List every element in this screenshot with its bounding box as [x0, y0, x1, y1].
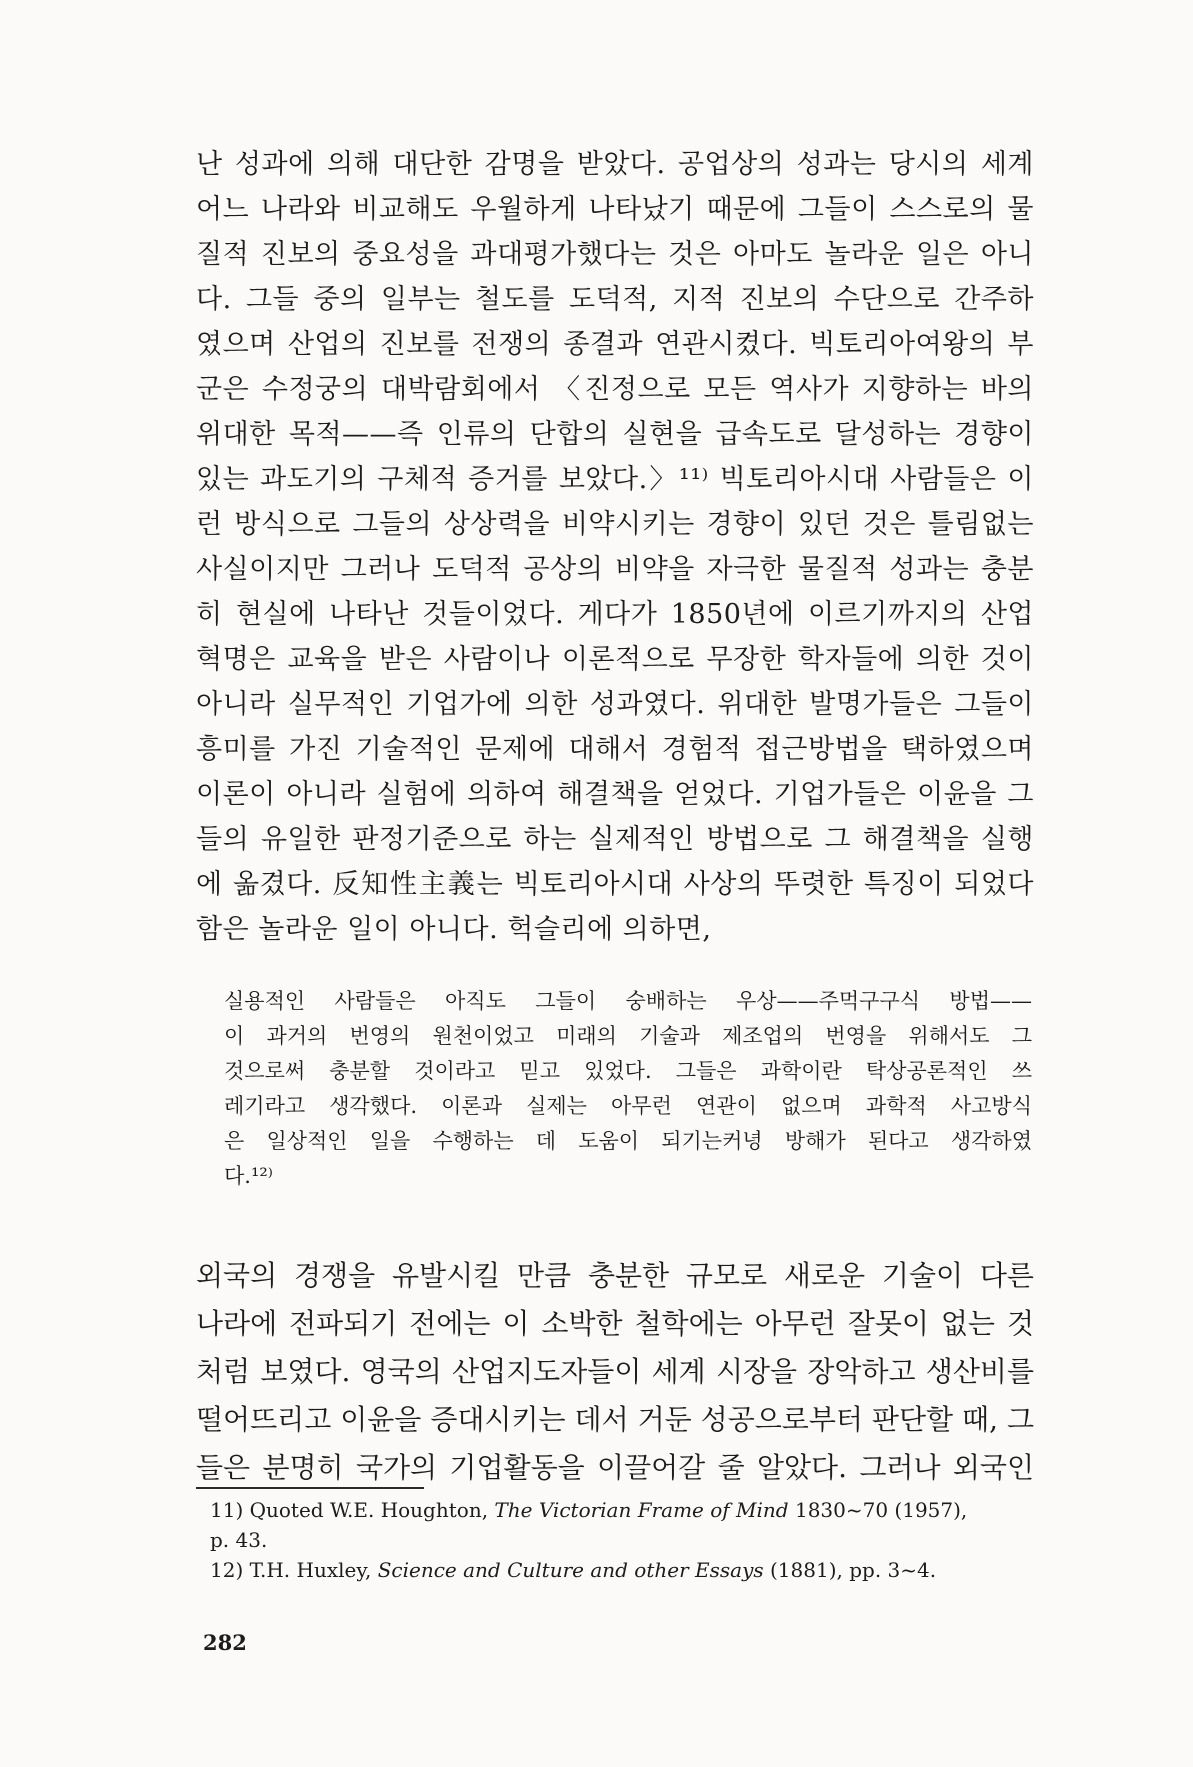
text-line: 들의 유일한 판정기준으로 하는 실제적인 방법으로 그 해결책을 실행 [196, 824, 1034, 855]
continuation-paragraph [196, 1252, 1034, 1492]
footnote-11-suffix: 1830~70 (1957), [788, 1498, 968, 1522]
footnote-12-title: Science and Culture and other Essays [377, 1558, 764, 1582]
text-line: 나라에 전파되기 전에는 이 소박한 철학에는 아무런 잘못이 없는 것 [196, 1307, 1034, 1340]
text-line: 떨어뜨리고 이윤을 증대시키는 데서 거둔 성공으로부터 판단할 때, 그 [196, 1403, 1034, 1436]
block-quote [224, 984, 1032, 1194]
text-line: 에 옮겼다. 反知性主義는 빅토리아시대 사상의 뚜렷한 특징이 되었다 [196, 869, 1034, 900]
quote-line: 것으로써 충분할 것이라고 믿고 있었다. 그들은 과학이란 탁상공론적인 쓰 [224, 1059, 1032, 1083]
text-line: 군은 수정궁의 대박람회에서 〈진정으로 모든 역사가 지향하는 바의 [196, 374, 1034, 405]
footnote-11-title: The Victorian Frame of Mind [494, 1498, 789, 1522]
footnote-divider [196, 1487, 424, 1489]
quote-line: 은 일상적인 일을 수행하는 데 도움이 되기는커녕 방해가 된다고 생각하였 [224, 1129, 1032, 1153]
quote-line: 다.¹²⁾ [224, 1164, 273, 1188]
text-line: 외국의 경쟁을 유발시킬 만큼 충분한 규모로 새로운 기술이 다른 [196, 1259, 1034, 1292]
quote-line: 실용적인 사람들은 아직도 그들이 숭배하는 우상——주먹구구식 방법—— [224, 989, 1032, 1013]
text-line: 어느 나라와 비교해도 우월하게 나타났기 때문에 그들이 스스로의 물 [196, 194, 1034, 225]
text-line: 처럼 보였다. 영국의 산업지도자들이 세계 시장을 장악하고 생산비를 [196, 1355, 1034, 1388]
footnote-12 [210, 1555, 1040, 1585]
text-line: 난 성과에 의해 대단한 감명을 받았다. 공업상의 성과는 당시의 세계 [196, 149, 1034, 180]
text-line: 함은 놀라운 일이 아니다. 헉슬리에 의하면, [196, 914, 712, 945]
text-line: 히 현실에 나타난 것들이었다. 게다가 1850년에 이르기까지의 산업 [196, 599, 1034, 630]
text-line: 사실이지만 그러나 도덕적 공상의 비약을 자극한 물질적 성과는 충분 [196, 554, 1034, 585]
footnote-11-page: p. 43. [210, 1528, 268, 1552]
text-line: 질적 진보의 중요성을 과대평가했다는 것은 아마도 놀라운 일은 아니 [196, 239, 1034, 270]
footnote-12-prefix: 12) T.H. Huxley, [210, 1558, 378, 1582]
text-line: 런 방식으로 그들의 상상력을 비약시키는 경향이 있던 것은 틀림없는 [196, 509, 1034, 540]
footnotes [210, 1495, 1040, 1585]
footnote-12-suffix: (1881), pp. 3~4. [763, 1558, 937, 1582]
text-line: 흥미를 가진 기술적인 문제에 대해서 경험적 접근방법을 택하였으며 [196, 734, 1034, 765]
text-line: 아니라 실무적인 기업가에 의한 성과였다. 위대한 발명가들은 그들이 [196, 689, 1034, 720]
text-line: 다. 그들 중의 일부는 철도를 도덕적, 지적 진보의 수단으로 간주하 [196, 284, 1034, 315]
text-line: 있는 과도기의 구체적 증거를 보았다.〉¹¹⁾ 빅토리아시대 사람들은 이 [196, 464, 1034, 495]
footnote-11 [210, 1495, 1040, 1525]
footnote-11-prefix: 11) Quoted W.E. Houghton, [210, 1498, 495, 1522]
text-line: 혁명은 교육을 받은 사람이나 이론적으로 무장한 학자들에 의한 것이 [196, 644, 1034, 675]
quote-line: 이 과거의 번영의 원천이었고 미래의 기술과 제조업의 번영을 위해서도 그 [224, 1024, 1032, 1048]
page-number: 282 [203, 1630, 247, 1655]
text-line: 위대한 목적——즉 인류의 단합의 실현을 급속도로 달성하는 경향이 [196, 419, 1034, 450]
text-line: 였으며 산업의 진보를 전쟁의 종결과 연관시켰다. 빅토리아여왕의 부 [196, 329, 1034, 360]
main-paragraph [196, 142, 1034, 952]
text-line: 이론이 아니라 실험에 의하여 해결책을 얻었다. 기업가들은 이윤을 그 [196, 779, 1034, 810]
text-line: 들은 분명히 국가의 기업활동을 이끌어갈 줄 알았다. 그러나 외국인 [196, 1451, 1034, 1484]
quote-line: 레기라고 생각했다. 이론과 실제는 아무런 연관이 없으며 과학적 사고방식 [224, 1094, 1032, 1118]
